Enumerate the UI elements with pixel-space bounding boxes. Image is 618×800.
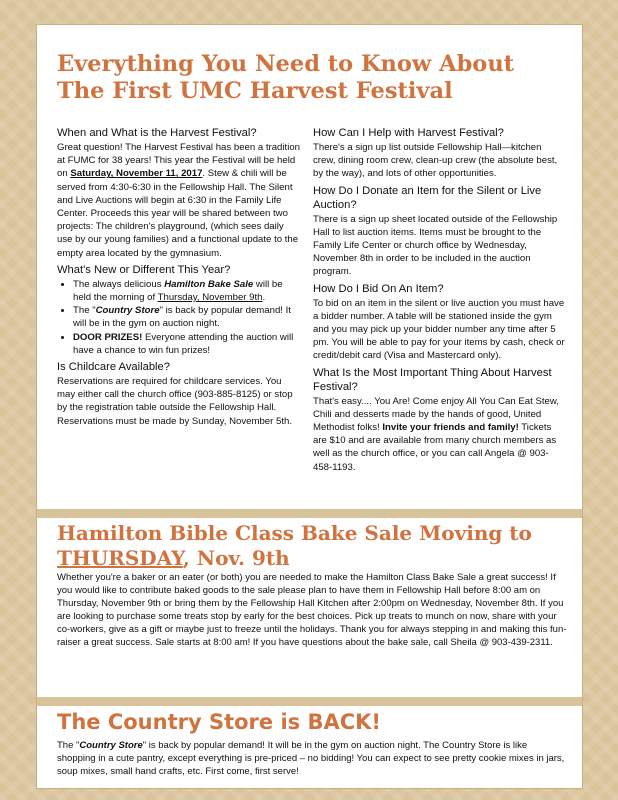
country-store-body	[57, 739, 567, 778]
answer-text: That's easy.... You Are! Come enjoy All You Can Eat Stew, Chili and desserts made by the hands of good, United Methodist folks!	[313, 395, 559, 434]
bake-sale-body: Whether you're a baker or an eater (or both) you are needed to make the Hamilton Class Bake Sale a great success! If you would like to contribute baked goods to the sale please plan to have them in Fellowship Hall before 8:00 am on Thursday, November 9th or bring them by the Fellowship Hall Kitchen after 2:00pm on Wednesday, November 8th. If you are looking to purchase some treats stop by early for the best choices. Pick up treats to munch on now, share with your co-workers, give as a gift or maybe just to freeze until the holidays. Thank you for always stepping in and making this fun-raiser a great success. Sale starts at 8:00 am! If you have questions about the bake sale, call Sheila @ 903-439-2311.	[57, 572, 567, 649]
door-prizes-label: DOOR PRIZES!	[73, 331, 143, 343]
store-text-rest: " is back by popular demand! It will be in the gym on auction night. The Country Store is like shopping in a cute pantry, except everything is pre-priced – no bidding! You can expect to see pretty cookie mixes in jars, soup mixes, small hand crafts, etc. First come, first serve!	[57, 740, 565, 778]
store-name: Country Store	[79, 740, 143, 751]
question-how-help: How Can I Help with Harvest Festival?	[313, 127, 504, 139]
section-divider	[37, 697, 582, 706]
list-item	[73, 304, 301, 330]
country-store-title: The Country Store is BACK!	[57, 710, 381, 734]
question-donate: How Do I Donate an Item for the Silent or Live Auction?	[313, 184, 542, 211]
store-text: The "	[57, 740, 80, 751]
item-text: The always delicious	[73, 278, 165, 290]
question-when-what: When and What is the Harvest Festival?	[57, 127, 257, 139]
question-most-important: What Is the Most Important Thing About Harvest Festival?	[313, 366, 552, 393]
title-line-2: The First UMC Harvest Festival	[57, 78, 453, 104]
left-column	[57, 123, 301, 431]
title-line-1: Everything You Need to Know About	[57, 51, 515, 77]
answer-text-rest: . Stew & chili will be served from 4:30-6:30 in the Fellowship Hall. The Silent and Live Auctions will begin at 6:30 in the Family Life Center. Proceeds this year will be shared between two projects: The children's playground, (which sees daily use by our young families) and a functional update to the empty area located by the gymnasium.	[57, 168, 299, 259]
bake-sale-date: Thursday, November 9th	[157, 292, 263, 304]
country-store-name: Country Store	[95, 305, 160, 317]
bake-title-text: Hamilton Bible Class Bake Sale Moving to	[57, 521, 532, 545]
newsletter-page	[37, 25, 582, 788]
question-childcare: Is Childcare Available?	[57, 361, 170, 374]
bake-sale-name: Hamilton Bake Sale	[164, 278, 254, 290]
answer-text-rest: Tickets are $10 and are available from many church members as well as the church office, or you can call Angela @ 903-458-1193.	[313, 422, 557, 473]
festival-date: Saturday, November 11, 2017	[70, 168, 203, 180]
answer-donate: There is a sign up sheet located outside of the Fellowship Hall to list auction items. Items must be brought to the Family Life Center or church office by Wednesday, November 8th in order to be included in the auction program.	[313, 213, 558, 278]
bake-sale-title	[57, 521, 572, 571]
page-title	[57, 51, 572, 105]
bake-title-date: , Nov. 9th	[182, 546, 290, 570]
bake-title-day: THURSDAY	[57, 546, 183, 570]
item-text: The "	[73, 305, 96, 317]
section-divider	[37, 509, 582, 518]
list-item	[73, 331, 301, 357]
question-bid: How Do I Bid On An Item?	[313, 282, 444, 295]
list-item	[73, 278, 301, 304]
item-text-end: .	[262, 292, 266, 304]
answer-most-important	[313, 395, 565, 474]
answer-how-help: There's a sign up list outside Fellowship Hall—kitchen crew, dining room crew, clean-up crew (the absolute best, by the way), and lots of other opportunities.	[313, 142, 558, 180]
answer-bid: To bid on an item in the silent or live auction you must have a bidder number. A table will be stationed inside the gym and you may pick up your bidder number any time after 5 pm. You will be able to pay for your items by cash, check or credit/debit card (Visa and Mastercard only).	[313, 297, 565, 362]
item-text-end: " is back by popular demand! It will be in the gym on auction night.	[73, 305, 291, 330]
answer-childcare: Reservations are required for childcare services. You may either call the church office (903-885-8125) or stop by the registration table outside the Fellowship Hall. Reservations must be made by Sunday, November 5th.	[57, 376, 293, 427]
answer-when-what	[57, 141, 301, 260]
answer-text: Great question! The Harvest Festival has been a tradition at FUMC for 38 years! This year the Festival will be held on	[57, 142, 300, 180]
item-text-end: Everyone attending the auction will have a chance to win fun prizes!	[73, 331, 294, 356]
item-text-mid: will be held the morning of	[73, 278, 283, 304]
question-whats-new: What's New or Different This Year?	[57, 263, 231, 276]
right-column	[313, 123, 565, 477]
invite-friends: Invite your friends and family!	[382, 422, 519, 434]
whats-new-list	[57, 278, 301, 357]
